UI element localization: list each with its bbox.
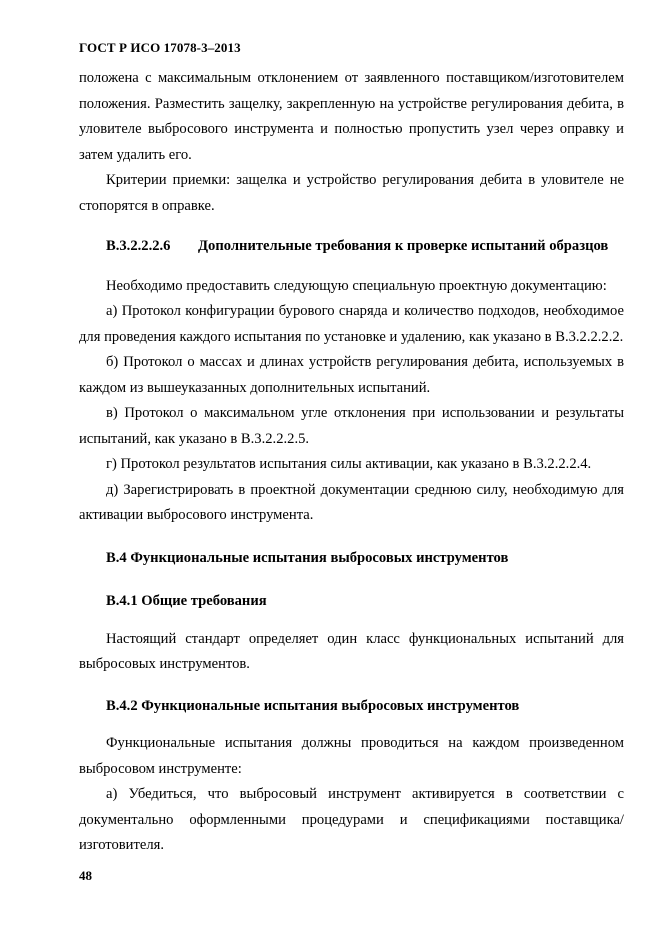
list-item: д) Зарегистрировать в проектной документации среднюю силу, необходимую для активации выбросового инструмента. [79,481,624,523]
paragraph-continuation: положена с максимальным отклонением от заявленного поставщиком/изготовителем положения. Разместить защелку, закрепленную на устройстве регулирования дебита, в уловителе выбросового инструмента и полностью пропустить узел через оправку и затем удалить его. [79,70,624,163]
document-header: ГОСТ Р ИСО 17078-3–2013 [79,40,241,55]
list-item: г) Протокол результатов испытания силы активации, как указано в В.3.2.2.2.4. [106,456,592,472]
paragraph-intro: Необходимо предоставить следующую специальную проектную документацию: [106,277,607,294]
paragraph-acceptance-criteria: Критерии приемки: защелка и устройство регулирования дебита в уловителе не стопорятся в оправке. [79,172,624,214]
page-number: 48 [79,868,92,883]
list-item: б) Протокол о массах и длинах устройств регулирования дебита, используемых в каждом из вышеуказанных дополнительных испытаний. [79,354,624,396]
section-heading-b4: В.4 Функциональные испытания выбросовых инструментов [106,549,509,566]
section-heading-b42: В.4.2 Функциональные испытания выбросовых инструментов [106,697,520,714]
section-heading-b3226 [79,234,624,260]
paragraph-b41: Настоящий стандарт определяет один класс функциональных испытаний для выбросовых инструментов. [79,630,624,672]
document-body [79,66,624,859]
list-item: а) Убедиться, что выбросовый инструмент активируется в соответствии с документально оформленными процедурами и спецификациями поставщика/изготовителя. [79,786,624,853]
section-heading-b41: В.4.1 Общие требования [106,593,267,609]
list-item: а) Протокол конфигурации бурового снаряда и количество подходов, необходимое для проведения каждого испытания по установке и удалению, как указано в В.3.2.2.2.2. [79,303,624,345]
section-title: Дополнительные требования к проверке испытаний образцов [198,238,609,254]
section-number: В.3.2.2.2.6 [106,238,171,254]
list-item: в) Протокол о максимальном угле отклонения при использовании и результаты испытаний, как указано в В.3.2.2.2.5. [79,405,624,447]
paragraph-b42: Функциональные испытания должны проводиться на каждом произведенном выбросовом инструменте: [79,735,624,777]
